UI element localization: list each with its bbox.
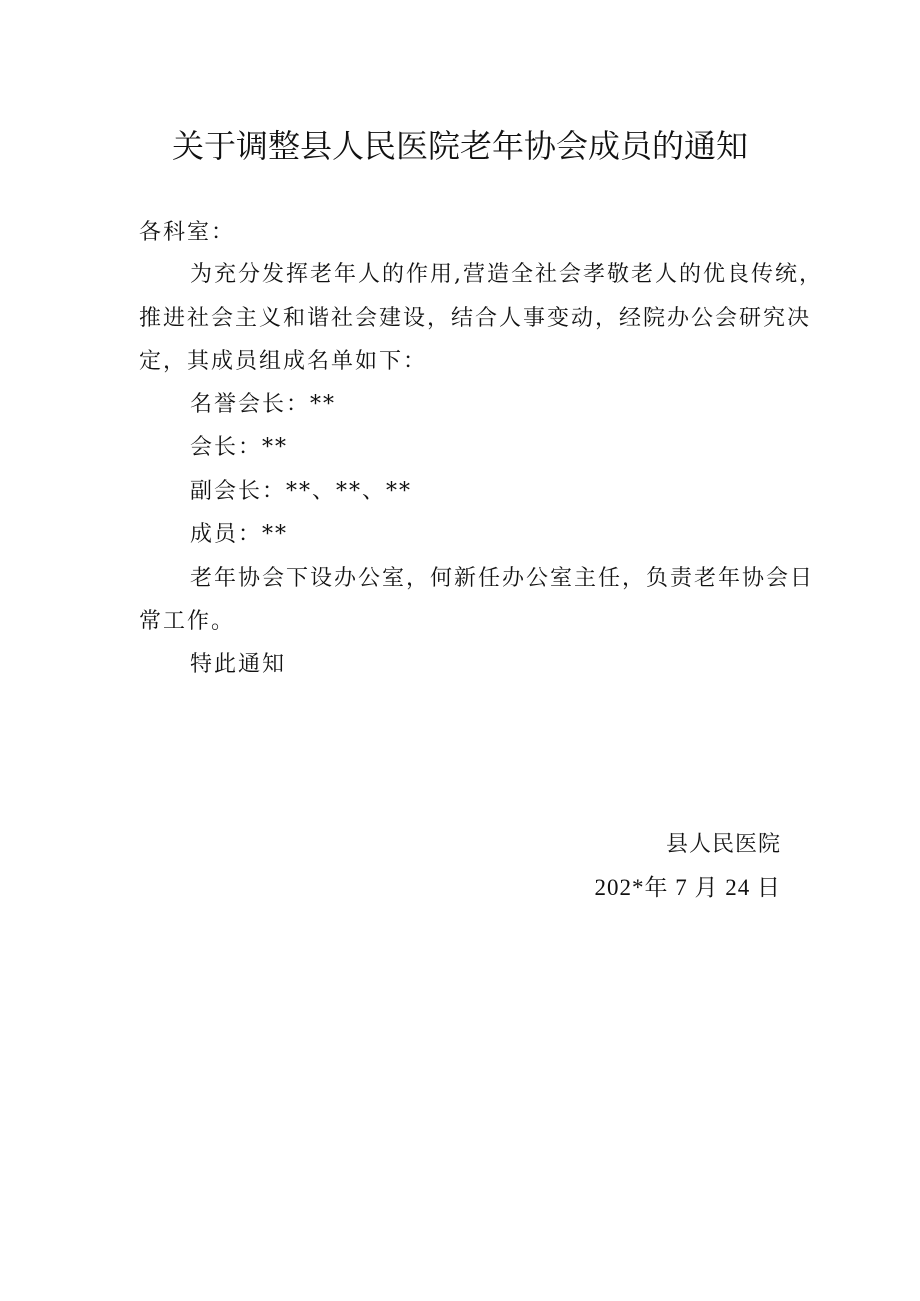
vice-presidents-line: 副会长：**、**、** bbox=[190, 479, 413, 504]
salutation: 各科室： bbox=[139, 220, 236, 245]
paragraph1-line2: 推进社会主义和谐社会建设，结合人事变动，经院办公会研究决 bbox=[139, 306, 812, 331]
closing-text: 特此通知 bbox=[190, 652, 287, 677]
paragraph2-line2: 常工作。 bbox=[139, 609, 236, 634]
document-title: 关于调整县人民医院老年协会成员的通知 bbox=[171, 127, 748, 165]
signature-organization: 县人民医院 bbox=[665, 832, 781, 857]
president-line: 会长：** bbox=[190, 435, 289, 460]
signature-date: 202*年 7 月 24 日 bbox=[594, 875, 781, 900]
paragraph2-line1: 老年协会下设办公室，何新任办公室主任，负责老年协会日 bbox=[190, 566, 815, 591]
paragraph1-line1: 为充分发挥老年人的作用,营造全社会孝敬老人的优良传统， bbox=[190, 262, 823, 287]
paragraph1-line3: 定，其成员组成名单如下： bbox=[139, 349, 428, 374]
honorary-president-line: 名誉会长：** bbox=[190, 392, 337, 417]
members-line: 成员：** bbox=[190, 522, 289, 547]
